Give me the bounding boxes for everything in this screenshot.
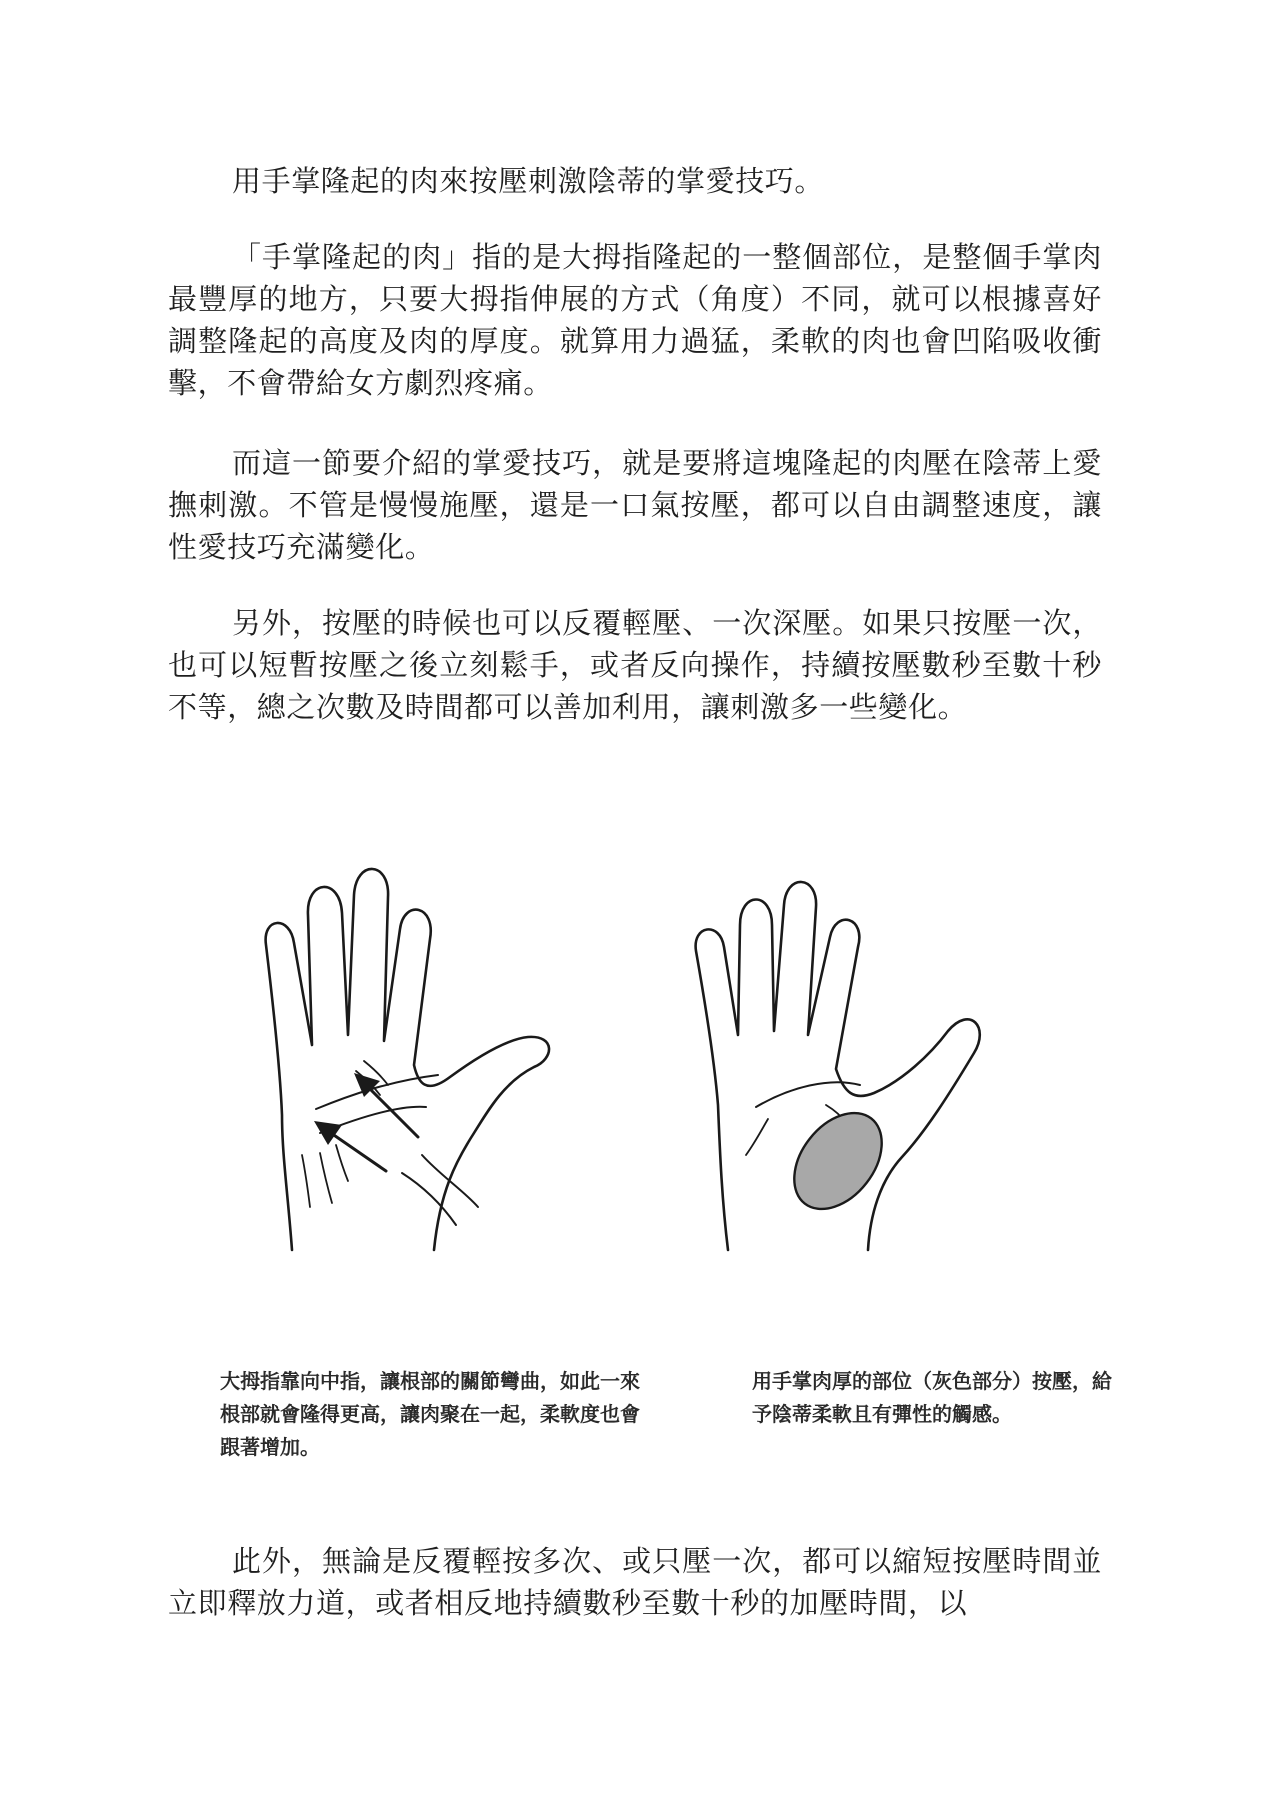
- paragraph-2-text: 「手掌隆起的肉」指的是大拇指隆起的一整個部位，是整個手掌肉最豐厚的地方，只要大拇指伸展的方式（角度）不同，就可以根據喜好調整隆起的高度及肉的厚度。就算用力過猛，柔軟的肉也會凹陷吸收衝擊，不會帶給女方劇烈疼痛。: [168, 240, 1102, 400]
- paragraph-4-text: 另外，按壓的時候也可以反覆輕壓、一次深壓。如果只按壓一次，也可以短暫按壓之後立刻鬆手，或者反向操作，持續按壓數秒至數十秒不等，總之次數及時間都可以善加利用，讓刺激多一些變化。: [168, 606, 1102, 724]
- paragraph-4: [168, 602, 1102, 728]
- paragraph-5-text: 此外，無論是反覆輕按多次、或只壓一次，都可以縮短按壓時間並立即釋放力道，或者相反地持續數秒至數十秒的加壓時間，以: [168, 1544, 1102, 1620]
- paragraph-1: [168, 160, 1102, 202]
- paragraph-3-text: 而這一節要介紹的掌愛技巧，就是要將這塊隆起的肉壓在陰蒂上愛撫刺激。不管是慢慢施壓，還是一口氣按壓，都可以自由調整速度，讓性愛技巧充滿變化。: [168, 446, 1102, 564]
- caption-left: 大拇指靠向中指，讓根部的關節彎曲，如此一來根部就會隆得更高，讓肉聚在一起，柔軟度也會跟著增加。: [220, 1369, 640, 1459]
- paragraph-2: [168, 236, 1102, 404]
- paragraph-1-text: 用手掌隆起的肉來按壓刺激陰蒂的掌愛技巧。: [232, 164, 825, 198]
- paragraph-3: [168, 442, 1102, 568]
- hand-illustrations: [190, 855, 1110, 1255]
- caption-right: 用手掌肉厚的部位（灰色部分）按壓，給予陰蒂柔軟且有彈性的觸感。: [752, 1369, 1112, 1426]
- highlight-area: [776, 1096, 899, 1225]
- paragraph-5: [168, 1540, 1102, 1624]
- right-hand-illustration: [696, 882, 980, 1250]
- left-hand-illustration: [266, 869, 549, 1250]
